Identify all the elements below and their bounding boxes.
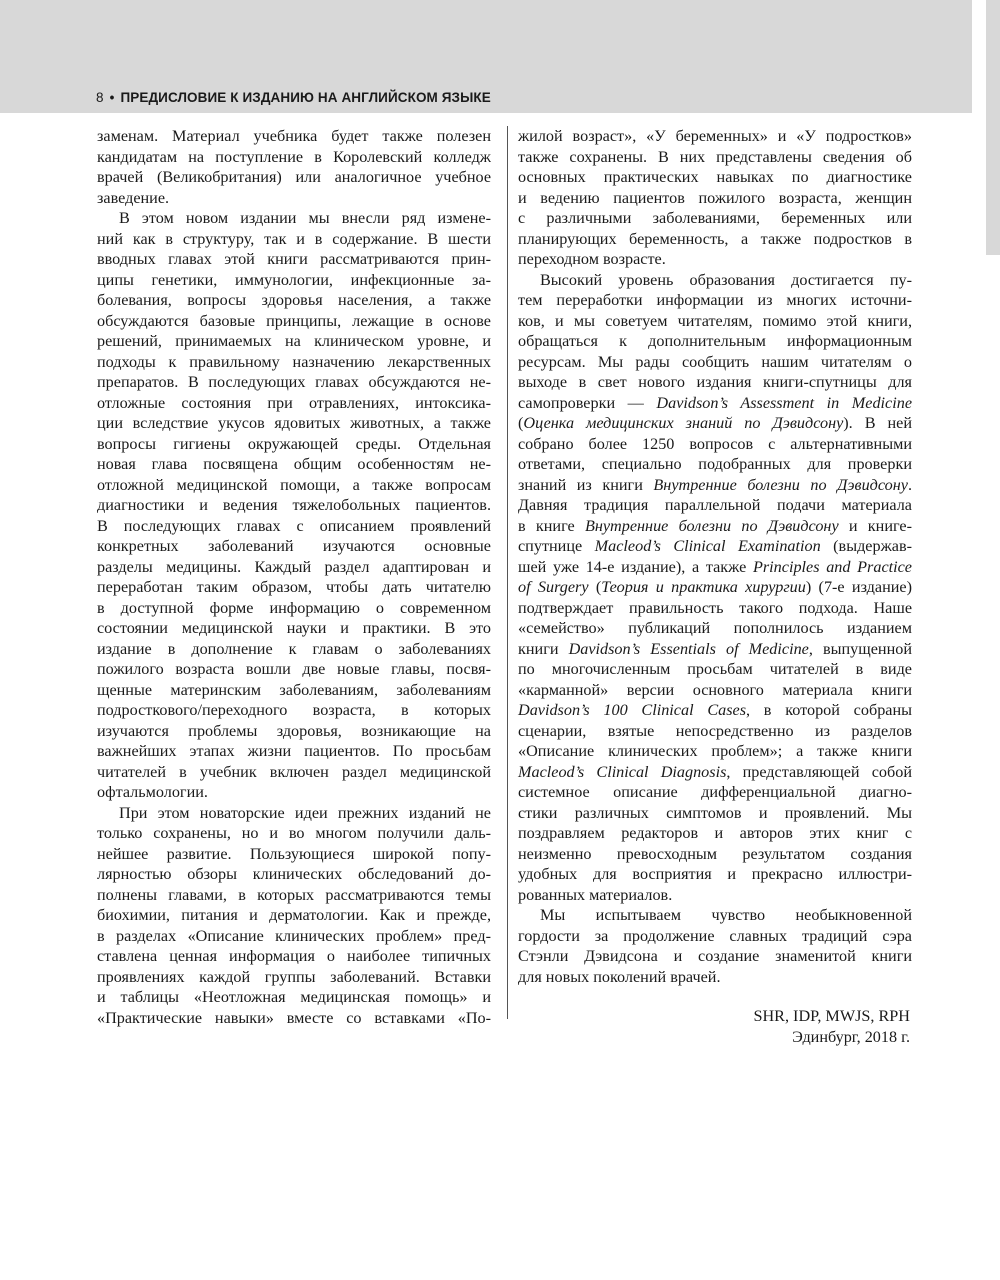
left-column xyxy=(97,126,491,1028)
text-line: «Практические навыки» вместе со вставками «По- xyxy=(97,1008,491,1027)
text-line: нейшее развитие. Пользующиеся широкой попу- xyxy=(97,844,491,863)
text-line: в книге Внутренние болезни по Дэвидсону и книге- xyxy=(518,516,912,535)
column-divider xyxy=(507,126,508,1019)
text-line: вопросы гигиены окружающей среды. Отдельная xyxy=(97,434,491,453)
text-line: рованных материалов. xyxy=(518,885,673,904)
right-column xyxy=(518,126,912,987)
text-line: отложные состояния при отравлениях, интоксика- xyxy=(97,393,491,412)
text-line: поздравляем редакторов и авторов этих книг с xyxy=(518,824,912,842)
text-line: обращаться к дополнительным информационным xyxy=(518,332,912,350)
text-line: для новых поколений врачей. xyxy=(518,967,721,986)
text-line: ответами, специально подобранных для проверки xyxy=(518,455,912,473)
text-line: основных практических навыках по диагностике xyxy=(518,168,912,186)
text-line: состоянии медицинской науки и практики. В это xyxy=(97,619,491,637)
text-line: ков, и мы советуем читателям, помимо этой книги, xyxy=(518,311,912,330)
text-line: «семейство» публикаций пополнилось изданием xyxy=(518,619,912,637)
text-line: кандидатам на поступление в Королевский колледж xyxy=(97,147,491,166)
text-line: выходе в свет нового издания книги-спутницы для xyxy=(518,373,912,391)
text-line: пожилого возраста вошли две новые главы, посвя- xyxy=(97,660,491,678)
text-line: подросткового/переходного возраста, в которых xyxy=(97,701,491,719)
text-line: «Описание клинических проблем»; а также книги xyxy=(518,742,912,760)
text-line: ресурсам. Мы рады сообщить нашим читателям о xyxy=(518,352,912,371)
text-line: отложной медицинской помощи, а также вопросам xyxy=(97,475,491,494)
text-line: препаратов. В последующих главах обсуждаются не- xyxy=(97,373,491,391)
text-line: ний как в структуру, так и в содержание. В шести xyxy=(97,229,491,248)
text-line: в доступной форме информацию о современном xyxy=(97,598,491,617)
text-line: важнейших этапах жизни пациентов. По просьбам xyxy=(97,742,491,760)
text-line: читателей в учебник включен раздел медицинской xyxy=(97,762,491,781)
text-line: собрано более 1250 вопросов с альтернативными xyxy=(518,434,912,453)
text-line: решений, принимаемых на клиническом уровне, и xyxy=(97,332,491,350)
text-line: Высокий уровень образования достигается пу- xyxy=(540,270,912,289)
text-line: и таблицы «Неотложная медицинская помощь» и xyxy=(97,988,491,1006)
signature-block xyxy=(753,1006,910,1048)
text-line: В этом новом издании мы внесли ряд измене- xyxy=(119,209,491,227)
text-line: только сохранены, но и во многом получили даль- xyxy=(97,824,491,842)
text-line: диагностики и ведения тяжелобольных пациентов. xyxy=(97,496,491,514)
text-line: новая глава посвящена общим особенностям не- xyxy=(97,455,491,473)
text-line: сценарии, взятые непосредственно из разделов xyxy=(518,721,912,740)
text-line: переходном возрасте. xyxy=(518,250,666,268)
text-line: шей уже 14-е издание), а также Principles and Practice xyxy=(518,557,912,576)
text-line: болевания, вопросы здоровья населения, а также xyxy=(97,291,491,309)
text-line: ции вследствие укусов ядовитых животных, а также xyxy=(97,414,491,432)
text-line: неизменно превосходным результатом создания xyxy=(518,844,912,863)
text-line: подтверждает правильность такого подхода. Наше xyxy=(518,598,912,617)
text-line: жилой возраст», «У беременных» и «У подростков» xyxy=(518,127,912,145)
text-line: Стэнли Дэвидсона и создание знаменитой книги xyxy=(518,947,912,965)
text-line: Давняя традиция параллельной подачи материала xyxy=(518,496,912,514)
text-line: офтальмологии. xyxy=(97,783,208,801)
text-line: с различными заболеваниями, беременных или xyxy=(518,209,912,227)
text-line: заменам. Материал учебника будет также полезен xyxy=(97,127,491,145)
text-line: разделы медицины. Каждый раздел адаптирован и xyxy=(97,557,491,576)
text-line: ставлена ценная информация о наиболее типичных xyxy=(97,947,491,965)
text-line: стики различных симптомов и проявлений. Мы xyxy=(518,803,912,822)
text-line: биохимии, питания и дерматологии. Как и прежде, xyxy=(97,906,491,924)
text-line: планирующих беременность, а также подростков в xyxy=(518,229,912,248)
text-line: системное описание дифференциальной диагно- xyxy=(518,783,912,801)
text-line: лярностью обзоры клинических обследований до- xyxy=(97,865,491,883)
text-line: При этом новаторские идеи прежних изданий не xyxy=(119,803,491,822)
text-line: и ведению пациентов пожилого возраста, женщин xyxy=(518,188,912,207)
text-line: переработан таким образом, чтобы дать читателю xyxy=(97,578,491,596)
text-line: Macleod’s Clinical Diagnosis, представляющей собой xyxy=(518,762,912,781)
text-line: заведение. xyxy=(97,188,170,207)
text-line: изучаются проблемы здоровья, возникающие на xyxy=(97,721,491,740)
bullet-separator: • xyxy=(109,90,115,105)
text-line: книги Davidson’s Essentials of Medicine, выпущенной xyxy=(518,639,912,658)
text-line: удобных для восприятия и прекрасно иллюстри- xyxy=(518,865,912,883)
text-line: «карманной» версии основного материала книги xyxy=(518,680,912,699)
section-title: ПРЕДИСЛОВИЕ К ИЗДАНИЮ НА АНГЛИЙСКОМ ЯЗЫКЕ xyxy=(120,90,491,105)
text-line: В последующих главах с описанием проявлений xyxy=(97,516,491,535)
text-line: обсуждаются базовые принципы, лежащие в основе xyxy=(97,311,491,330)
thumb-tab xyxy=(986,0,1000,255)
text-line: издание в дополнение к главам о заболеваниях xyxy=(97,639,491,658)
text-line: по многочисленным просьбам читателей в виде xyxy=(518,660,912,678)
text-line: подходы к правильному назначению лекарственных xyxy=(97,352,491,371)
text-line: конкретных заболеваний изучаются основные xyxy=(97,537,491,555)
text-line: знаний из книги Внутренние болезни по Дэвидсону. xyxy=(518,475,912,494)
text-line: врачей (Великобритания) или аналогичное учебное xyxy=(97,168,491,186)
text-line: проявлениях каждой группы заболеваний. Вставки xyxy=(97,967,491,986)
text-line: щенные материнским заболеваниям, заболеваниям xyxy=(97,680,491,699)
text-line: вводных главах этой книги рассматриваются прин- xyxy=(97,250,491,268)
running-head xyxy=(96,90,491,105)
signature-place-date: Эдинбург, 2018 г. xyxy=(792,1028,910,1046)
text-line: спутнице Macleod’s Clinical Examination (выдержав- xyxy=(518,537,912,555)
text-line: (Оценка медицинских знаний по Дэвидсону). В ней xyxy=(518,414,912,432)
text-line: также сохранены. В них представлены сведения об xyxy=(518,147,912,166)
text-line: в разделах «Описание клинических проблем» пред- xyxy=(97,926,491,945)
text-line: Davidson’s 100 Clinical Cases, в которой собраны xyxy=(518,701,913,719)
signature-authors: SHR, IDP, MWJS, RPH xyxy=(753,1007,910,1025)
text-line: полнены главами, в которых рассматриваются темы xyxy=(97,885,491,904)
text-line: самопроверки — Davidson’s Assessment in Medicine xyxy=(518,393,913,412)
text-line: тем переработки информации из многих источни- xyxy=(518,291,912,309)
text-line: гордости за продолжение славных традиций сэра xyxy=(518,926,912,945)
text-line: of Surgery (Теория и практика хирургии) (7-е издание) xyxy=(518,578,912,596)
page-number: 8 xyxy=(96,90,104,105)
text-line: Мы испытываем чувство необыкновенной xyxy=(540,906,912,924)
text-line: ципы генетики, иммунологии, инфекционные за- xyxy=(97,270,491,289)
